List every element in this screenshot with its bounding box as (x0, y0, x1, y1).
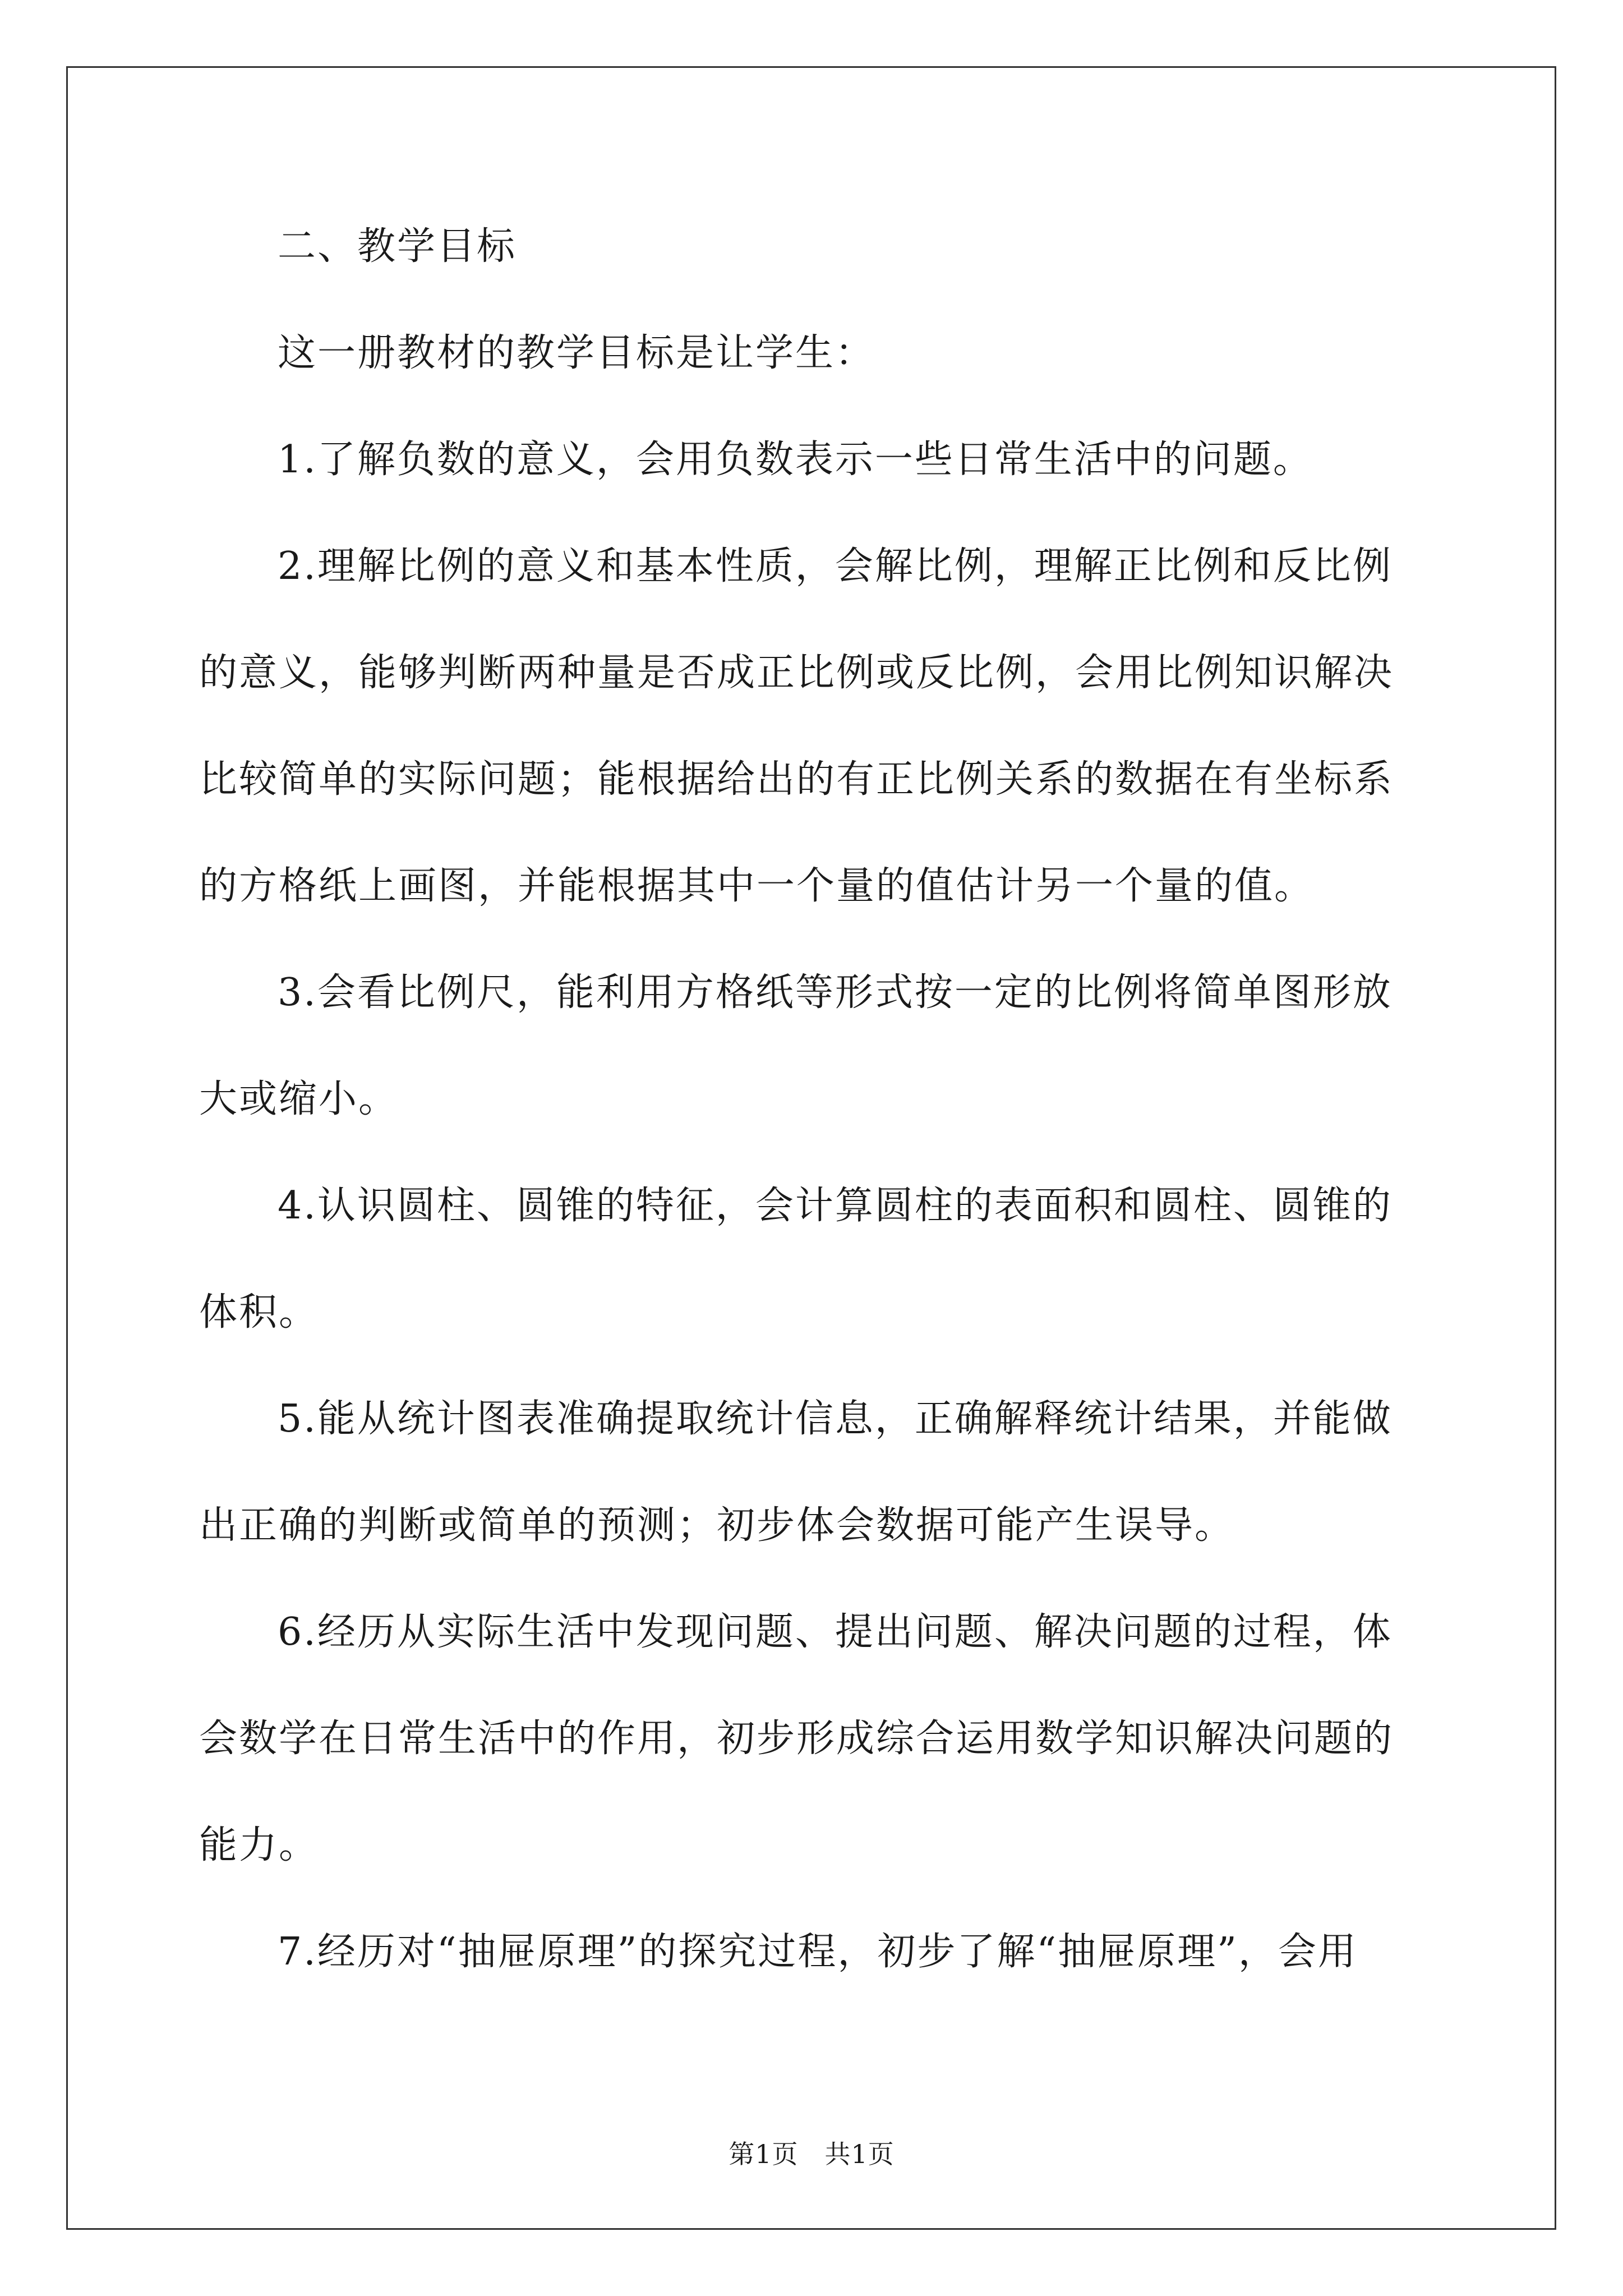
paragraph-line: 这一册教材的教学目标是让学生： (278, 331, 875, 375)
paragraph-line: 4.认识圆柱、圆锥的特征，会计算圆柱的表面积和圆柱、圆锥的 (278, 1184, 1393, 1228)
paragraph-line: 的意义，能够判断两种量是否成正比例或反比例，会用比例知识解决 (199, 651, 1394, 695)
paragraph-line: 5.能从统计图表准确提取统计信息，正确解释统计结果，并能做 (278, 1397, 1393, 1441)
paragraph-line: 2.理解比例的意义和基本性质，会解比例，理解正比例和反比例 (278, 544, 1393, 588)
paragraph-line: 6.经历从实际生活中发现问题、提出问题、解决问题的过程，体 (278, 1610, 1393, 1654)
paragraph-line: 能力。 (199, 1823, 319, 1867)
paragraph-line: 3.会看比例尺，能利用方格纸等形式按一定的比例将简单图形放 (278, 970, 1393, 1015)
paragraph-line: 比较简单的实际问题；能根据给出的有正比例关系的数据在有坐标系 (199, 757, 1394, 802)
document-body (199, 222, 1427, 2033)
paragraph-line: 出正确的判断或简单的预测；初步体会数据可能产生误导。 (199, 1503, 1235, 1548)
page-number-footer: 第1页 共1页 (728, 2139, 895, 2169)
paragraph-line: 大或缩小。 (199, 1077, 399, 1121)
paragraph-line: 1.了解负数的意义，会用负数表示一些日常生活中的问题。 (278, 438, 1313, 482)
paragraph-line: 的方格纸上画图，并能根据其中一个量的值估计另一个量的值。 (199, 864, 1315, 908)
paragraph-line: 体积。 (199, 1290, 319, 1335)
paragraph-line: 会数学在日常生活中的作用，初步形成综合运用数学知识解决问题的 (199, 1717, 1394, 1761)
section-heading: 二、教学目标 (278, 224, 517, 269)
paragraph-line: 7.经历对“抽屉原理”的探究过程，初步了解“抽屉原理”，会用 (278, 1930, 1358, 1974)
